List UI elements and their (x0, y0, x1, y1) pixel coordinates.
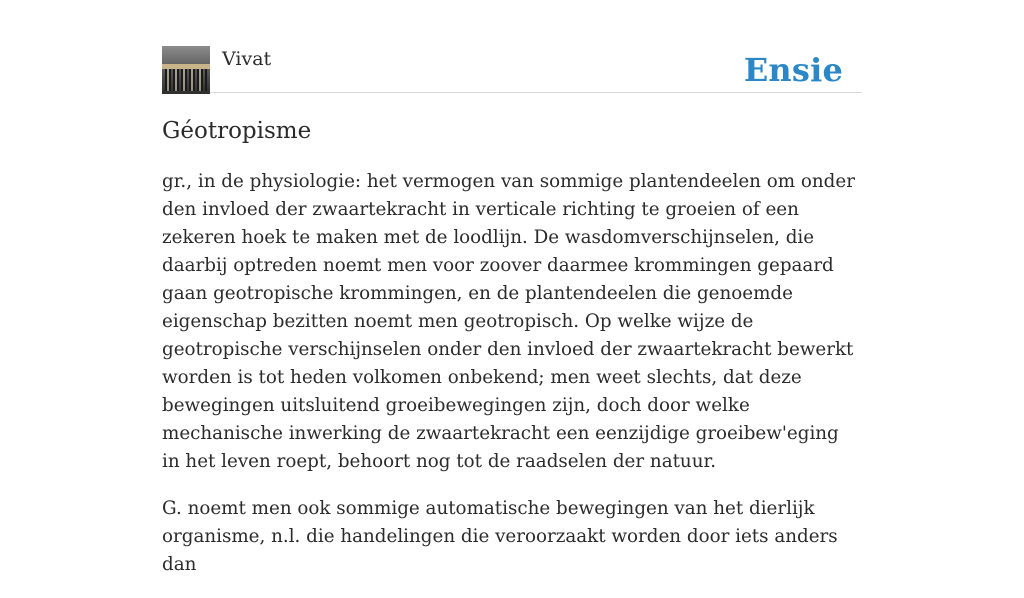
header (162, 46, 862, 93)
page-title: Géotropisme (162, 118, 312, 144)
paragraph-2: G. noemt men ook sommige automatische bewegingen van het dierlijk organisme, n.l. die handelingen die veroorzaakt worden door iets anders dan (162, 498, 838, 575)
paragraph-1: gr., in de physiologie: het vermogen van sommige plantendeelen om onder den invloed der zwaartekracht in verticale richting te groeien of een zekeren hoek te maken met de loodlijn. De wasdomverschijnselen, die daarbij optreden noemt men voor zoover daarmee krommingen gepaard gaan geotropische krommingen, en de plantendeelen die genoemde eigenschap bezitten noemt men geotropisch. Op welke wijze de geotropische verschijnselen onder den invloed der zwaartekracht bewerkt worden is tot heden volkomen onbekend; men weet slechts, dat deze bewegingen uitsluitend groeibewegingen zijn, doch door welke mechanische inwerking de zwaartekracht een eenzijdige groeibew'eging in het leven roept, behoort nog tot de raadselen der natuur. (162, 171, 855, 472)
author-avatar[interactable] (162, 46, 210, 94)
site-logo[interactable]: Ensie (743, 51, 843, 89)
avatar-image-icon (162, 46, 210, 94)
author-name[interactable]: Vivat (222, 48, 272, 70)
article-page (162, 0, 862, 575)
article-body (162, 168, 862, 598)
